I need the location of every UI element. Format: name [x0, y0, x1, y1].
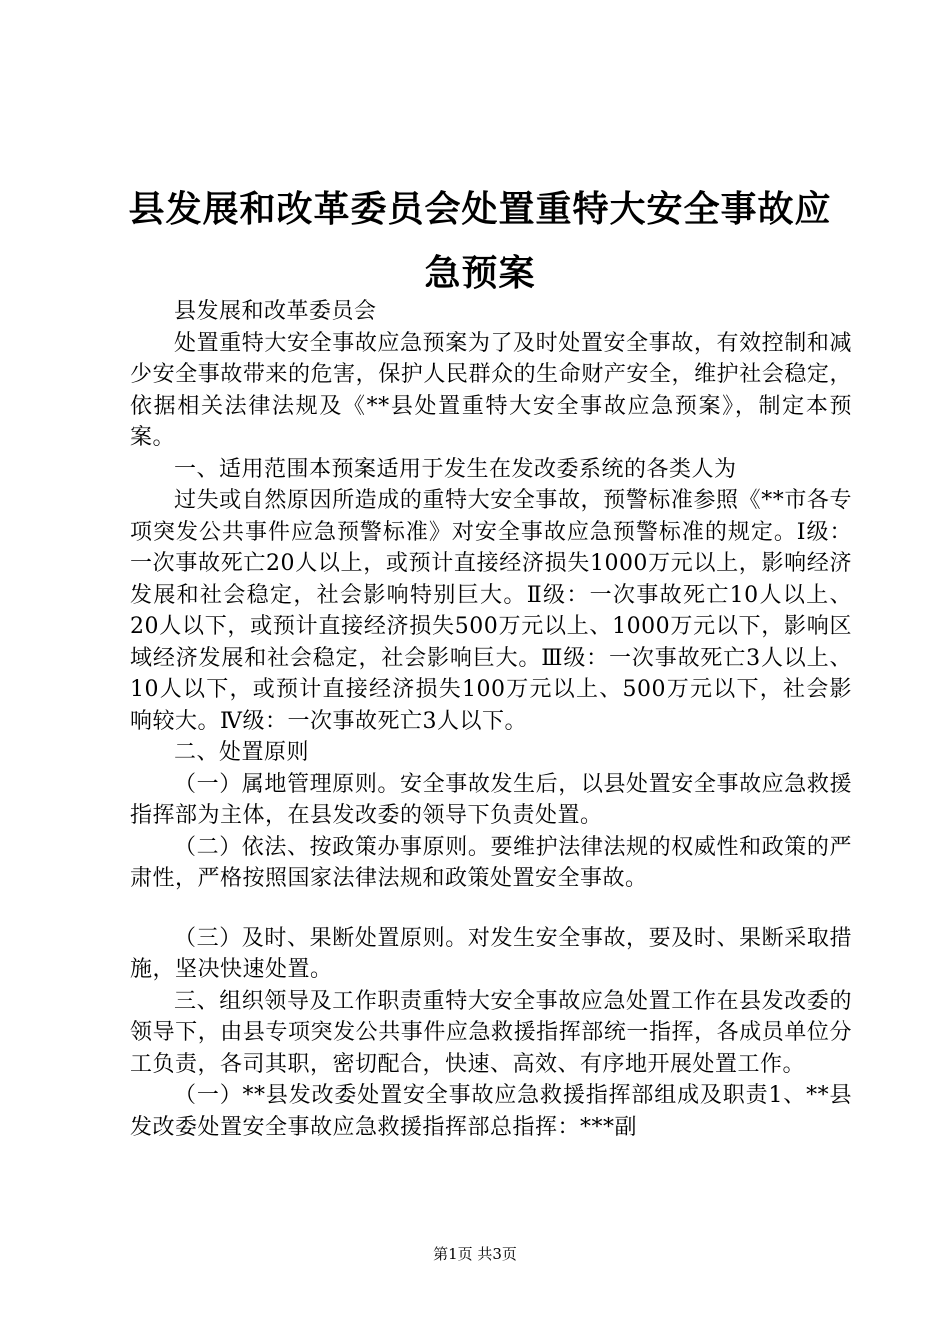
paragraph-organization: 县发展和改革委员会: [174, 299, 377, 324]
paragraph-scope-detail: 过失或自然原因所造成的重特大安全事故，预警标准参照《**市各专项突发公共事件应急预警标准》对安全事故应急预警标准的规定。Ⅰ级：一次事故死亡20人以上，或预计直接经济损失1000万元以上，影响经济发展和社会稳定，社会影响特别巨大。Ⅱ级：一次事故死亡10人以上、20人以下，或预计直接经济损失500万元以上、1000万元以下，影响区域经济发展和社会稳定，社会影响巨大。Ⅲ级：一次事故死亡3人以上、10人以下，或预计直接经济损失100万元以上、500万元以下，社会影响较大。Ⅳ级：一次事故死亡3人以下。: [130, 488, 852, 734]
document-body: [130, 296, 852, 1143]
paragraph-intro: 处置重特大安全事故应急预案为了及时处置安全事故，有效控制和减少安全事故带来的危害，保护人民群众的生命财产安全，维护社会稳定，依据相关法律法规及《**县处置重特大安全事故应急预案》，制定本预案。: [130, 330, 852, 450]
paragraph-principle-2: （二）依法、按政策办事原则。要维护法律法规的权威性和政策的严肃性，严格按照国家法律法规和政策处置安全事故。: [130, 834, 852, 891]
document-title: 县发展和改革委员会处置重特大安全事故应急预案: [128, 189, 832, 294]
paragraph-command-structure: （一）**县发改委处置安全事故应急救援指挥部组成及职责1、**县发改委处置安全事故应急救援指挥部总指挥：***副: [130, 1083, 852, 1140]
page-footer: 第1页 共3页: [433, 1245, 517, 1263]
paragraph-principle-3: （三）及时、果断处置原则。对发生安全事故，要及时、果断采取措施，坚决快速处置。: [130, 925, 852, 982]
paragraph-scope-heading: 一、适用范围本预案适用于发生在发改委系统的各类人为: [174, 456, 737, 482]
paragraph-organization-duties: 三、组织领导及工作职责重特大安全事故应急处置工作在县发改委的领导下，由县专项突发公共事件应急救援指挥部统一指挥，各成员单位分工负责，各司其职，密切配合，快速、高效、有序地开展处置工作。: [130, 988, 852, 1077]
paragraph-principles-heading: 二、处置原则: [174, 740, 310, 765]
paragraph-principle-1: （一）属地管理原则。安全事故发生后，以县处置安全事故应急救援指挥部为主体，在县发改委的领导下负责处置。: [130, 771, 852, 828]
